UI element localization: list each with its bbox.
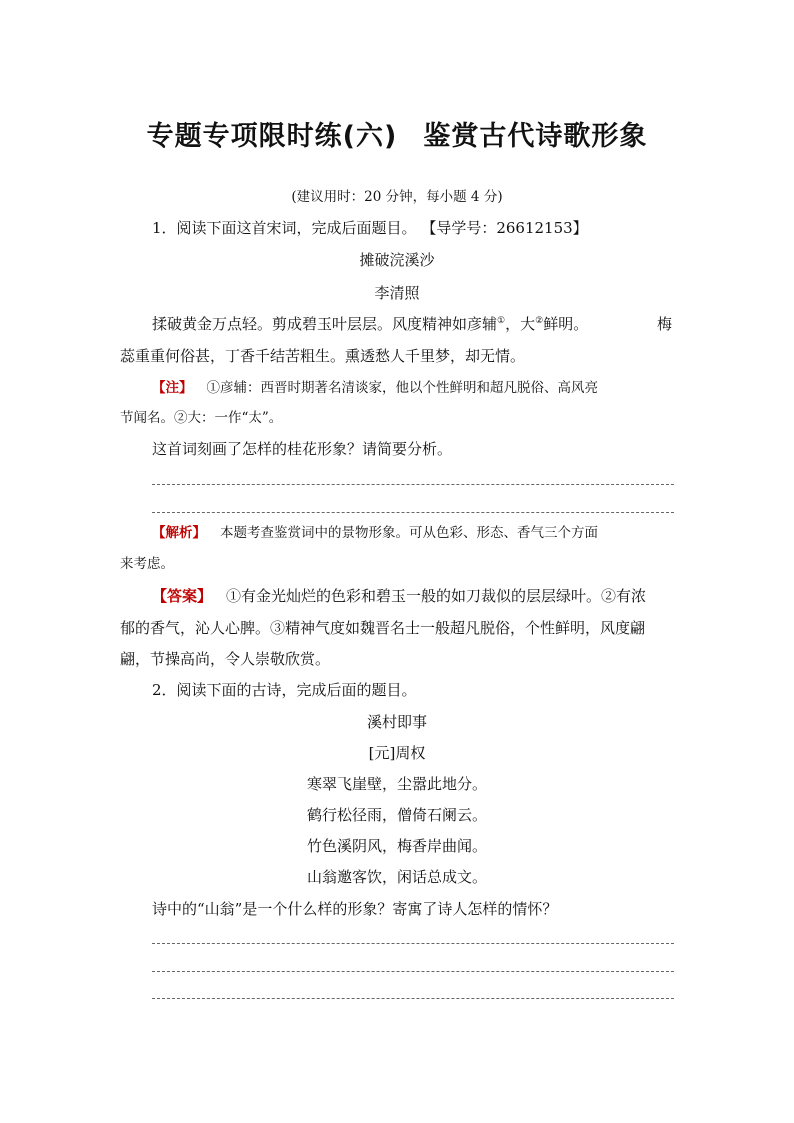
q1-answer-line2: 郁的香气，沁人心脾。③精神气度如魏晋名士一般超凡脱俗，个性鲜明，风度翩 xyxy=(120,619,646,637)
poem-text: 鲜明。 xyxy=(543,315,589,333)
q2-poem-author: [元]周权 xyxy=(368,744,426,762)
q1-poem-line1-end: 梅 xyxy=(657,315,673,333)
q1-answer-line3: 翩，节操高尚，令人崇敬欣赏。 xyxy=(120,650,331,668)
q1-analysis xyxy=(152,523,598,543)
answer-tag: 【答案】 xyxy=(152,587,213,605)
page-title xyxy=(0,114,794,153)
q2-prompt: 2．阅读下面的古诗，完成后面的题目。 xyxy=(152,681,417,699)
footnote-marker: ② xyxy=(535,316,544,326)
q1-note-line2: 节闻名。②大：一作“太”。 xyxy=(120,410,283,426)
answer-line xyxy=(152,512,674,513)
answer-line1: ①有金光灿烂的色彩和碧玉一般的如刀裁似的层层绿叶。②有浓 xyxy=(226,587,647,605)
q1-question: 这首词刻画了怎样的桂花形象？请简要分析。 xyxy=(152,440,453,458)
answer-line xyxy=(152,484,674,485)
q2-poem-title: 溪村即事 xyxy=(366,713,427,731)
q2-question: 诗中的“山翁”是一个什么样的形象？寄寓了诗人怎样的情怀？ xyxy=(152,900,558,918)
note-line1: ①彦辅：西晋时期著名清谈家，他以个性鲜明和超凡脱俗、高风亮 xyxy=(206,380,598,396)
q1-poem-title: 摊破浣溪沙 xyxy=(359,251,435,269)
q1-note xyxy=(152,378,598,398)
note-tag: 【注】 xyxy=(152,380,193,396)
q1-poem-author: 李清照 xyxy=(374,284,420,302)
q1-poem-line2: 蕊重重何俗甚，丁香千结苦粗生。熏透愁人千里梦，却无情。 xyxy=(120,347,526,365)
q2-poem-line: 鹤行松径雨，僧倚石阑云。 xyxy=(306,806,487,824)
title-part2: 鉴赏古代诗歌形象 xyxy=(423,121,648,152)
analysis-line1: 本题考查鉴赏词中的景物形象。可从色彩、形态、香气三个方面 xyxy=(220,525,598,541)
q2-poem-line: 竹色溪阴风，梅香岸曲闻。 xyxy=(306,837,487,855)
time-instruction: (建议用时：20 分钟，每小题 4 分) xyxy=(291,189,503,205)
q2-poem-line: 山翁邀客饮，闲话总成文。 xyxy=(306,868,487,886)
analysis-tag: 【解析】 xyxy=(152,525,206,541)
q1-answer xyxy=(152,586,646,606)
answer-line xyxy=(152,971,674,972)
q1-prompt: 1．阅读下面这首宋词，完成后面题目。 【导学号：26612153】 xyxy=(152,219,588,237)
footnote-marker: ① xyxy=(497,316,506,326)
answer-line xyxy=(152,943,674,944)
title-part1: 专题专项限时练(六) xyxy=(146,121,398,152)
q1-poem-line1 xyxy=(152,314,588,334)
poem-text: ，大 xyxy=(505,315,536,333)
q1-analysis-line2: 来考虑。 xyxy=(120,556,174,572)
q2-poem-line: 寒翠飞崖壁，尘嚣此地分。 xyxy=(306,775,487,793)
answer-line xyxy=(152,998,674,999)
poem-text: 揉破黄金万点轻。剪成碧玉叶层层。风度精神如彦辅 xyxy=(152,315,498,333)
